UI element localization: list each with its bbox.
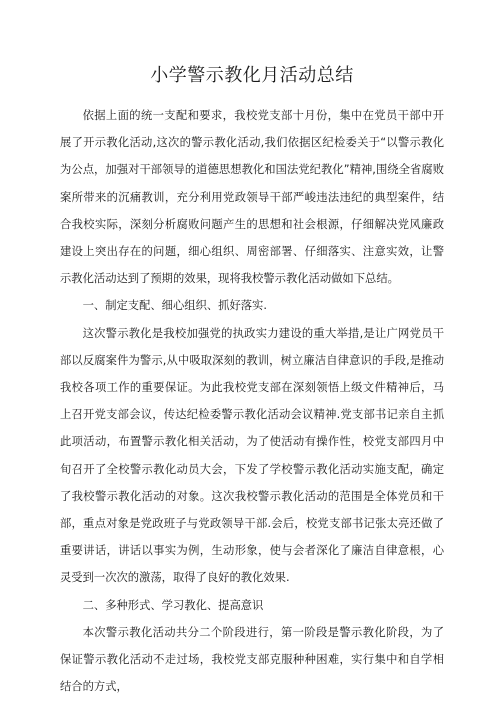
document-title: 小学警示教化月活动总结: [150, 65, 354, 86]
section-heading-2: 二、多种形式、学习教化、提高意识: [82, 598, 264, 612]
section-1-paragraph: 这次警示教化是我校加强党的执政实力建设的重大举措,是让广网党员干部以反腐案件为警示,从中吸取深刻的教训，树立廉洁自律意识的手段,是推动我校各项工作的重要保证。为此我校党支部在深刻领悟上级文件精神后，马上召开党支部会议，传达纪检委警示教化活动会议精神.党支部书记亲自主抓此项活动，布置警示教化相关活动，为了使活动有操作性，校党支部四月中旬召开了全校警示教化动员大会，下发了学校警示教化活动实施支配，确定了我校警示教化活动的对象。这次我校警示教化活动的范围是全体党员和干部，重点对象是党政班子与党政领导干部.会后，校党支部书记张太亮还做了重要讲话，讲话以事实为例，生动形象，使与会者深化了廉洁自律意根，心灵受到一次次的激荡，取得了良好的教化效果.: [60, 326, 444, 585]
intro-paragraph: 依据上面的统一支配和要求，我校党支部十月份，集中在党员干部中开展了开示教化活动,这次的警示教化活动,我们依据区纪检委关于“以警示教化为公点，加强对干部领导的道德思想教化和国法党纪教化”精神,围绕全省腐败案所带来的沉痛教训，充分利用党政领导干部严峻违法违纪的典型案件，结合我校实际，深刻分析腐败问题产生的思想和社会根源，仔细解决党风廉政建设上突出存在的问题，细心组织、周密部署、仔细落实、注意实效，让警示教化活动达到了预期的效果，现将我校警示教化活动做如下总结。: [60, 109, 444, 286]
document-page: [60, 64, 444, 700]
section-heading-1: 一、制定支配、细心组织、抓好落实.: [82, 299, 267, 313]
section-2-paragraph: 本次警示教化活动共分二个阶段进行，第一阶段是警示教化阶段，为了保证警示教化活动不走过场，我校党支部克服种种困难，实行集中和自学相结合的方式，: [60, 625, 444, 694]
